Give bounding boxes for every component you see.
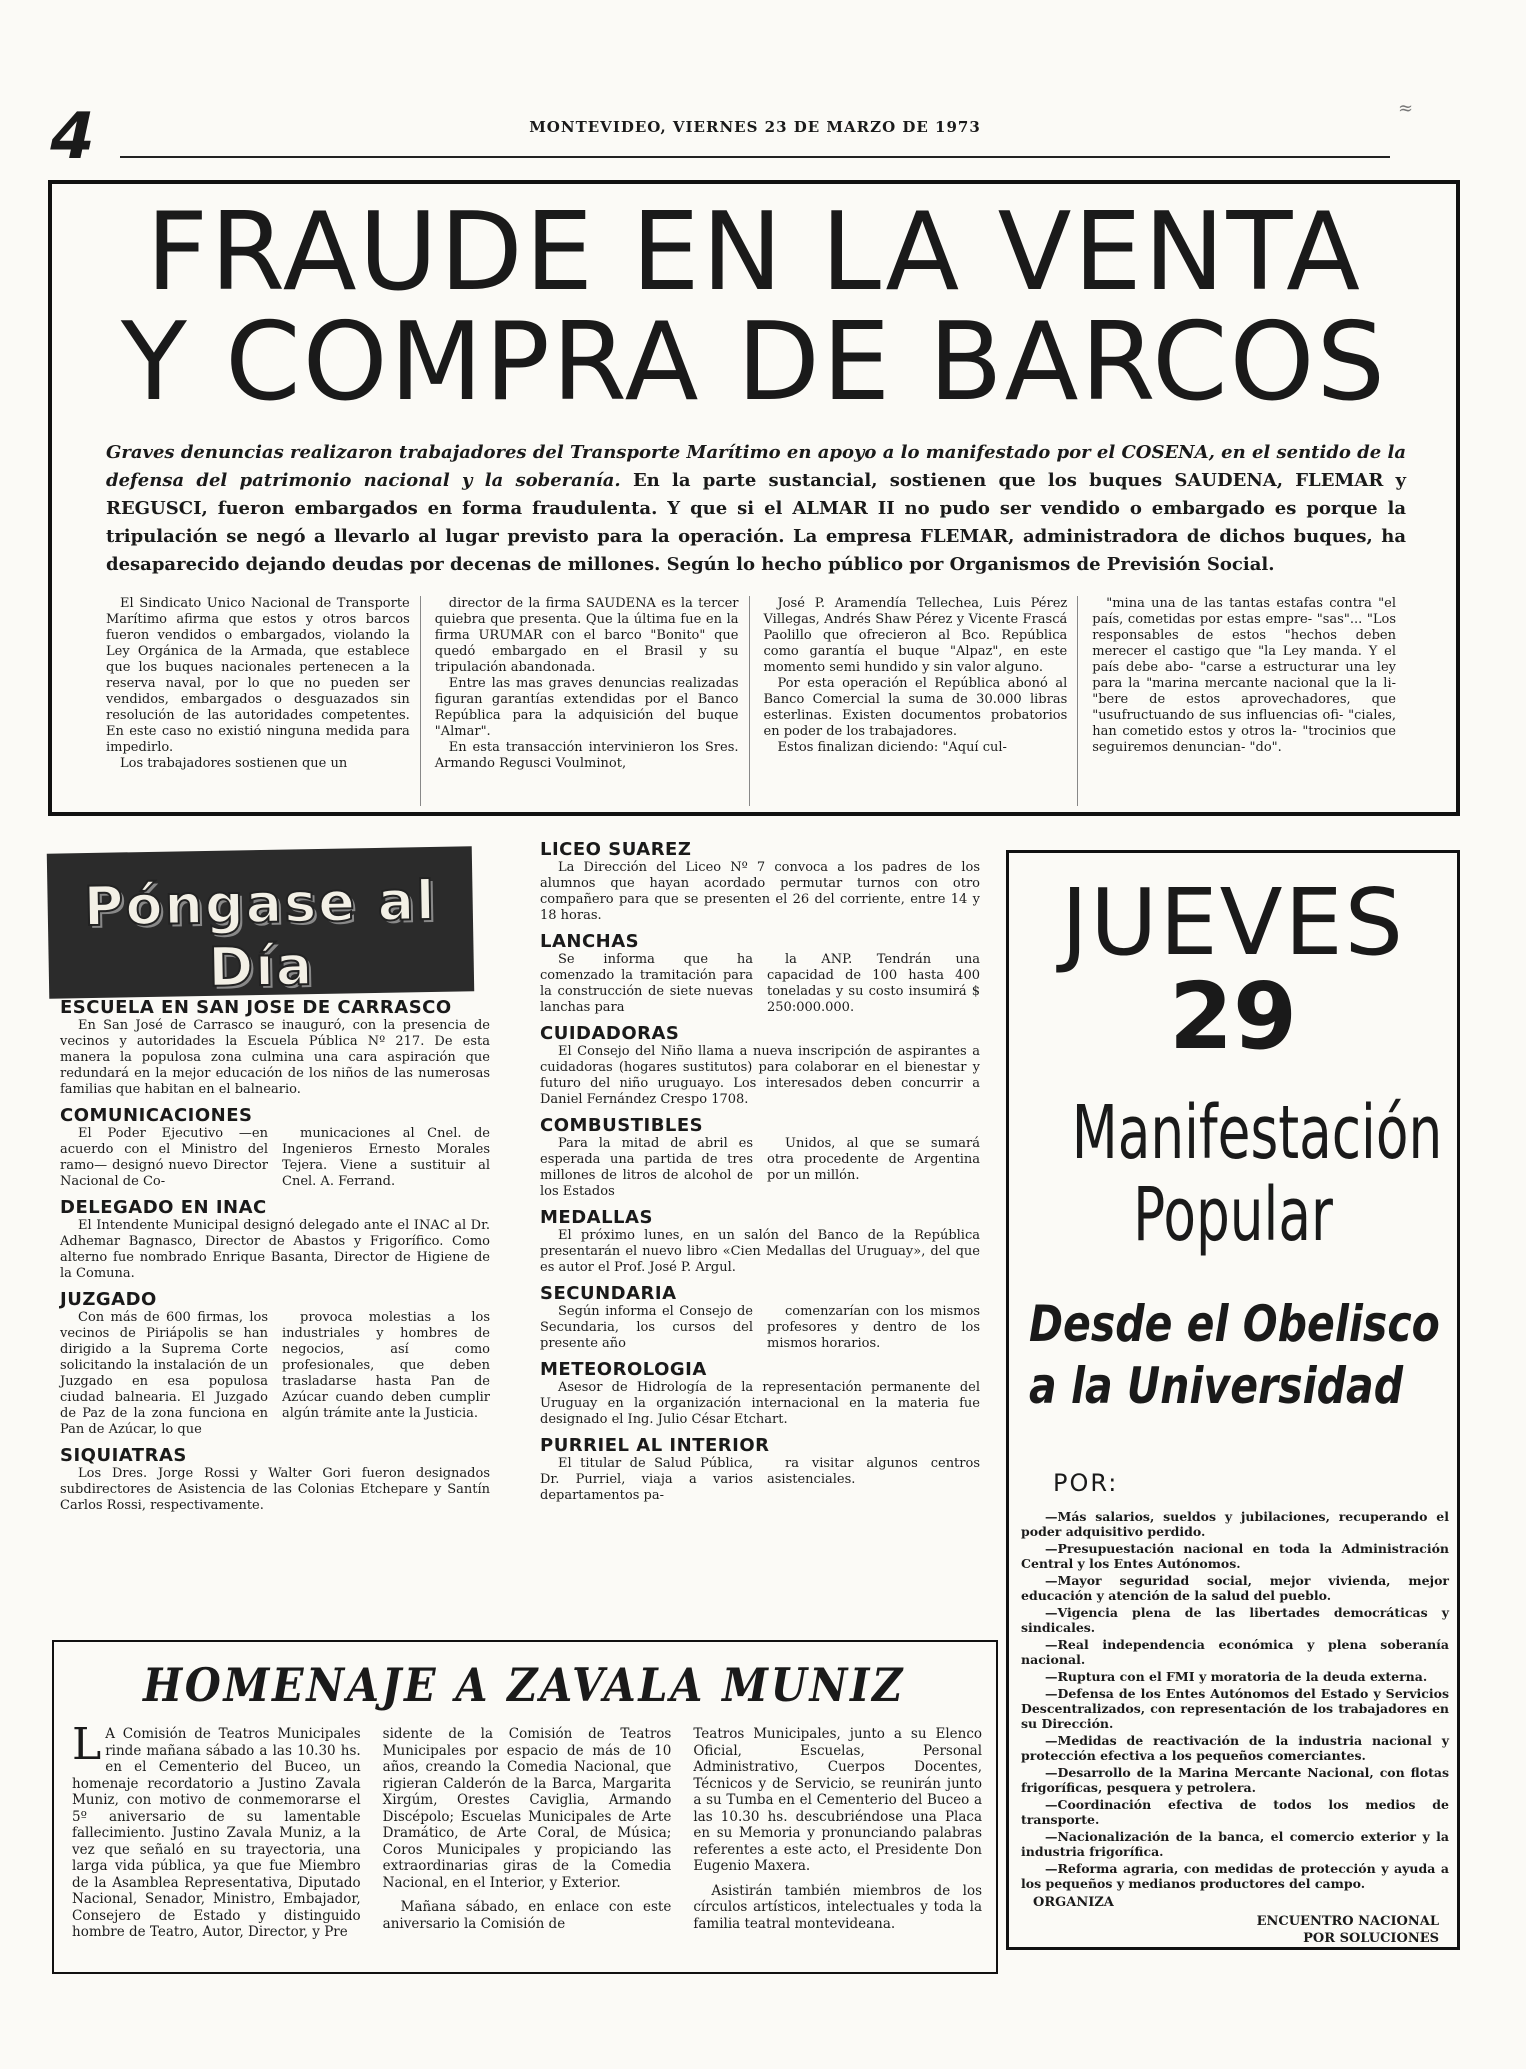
- ad-demand-item: —Desarrollo de la Marina Mercante Nacional, con flotas frigoríficas, pesquera y petrolera.: [1021, 1765, 1449, 1795]
- ad-demand-item: —Medidas de reactivación de la industria nacional y protección efectiva a los pequeños comerciantes.: [1021, 1733, 1449, 1763]
- news-title: SECUNDARIA: [540, 1283, 677, 1304]
- story-column-1: [106, 596, 421, 806]
- ad-demand-item: —Real independencia económica y plena soberanía nacional.: [1021, 1637, 1449, 1667]
- news-text: El Consejo del Niño llama a nueva inscripción de aspirantes a cuidadoras (hogares sustitutos) para colaborar en el bienestar y futuro del niño uruguayo. Los interesados deben concurrir a Daniel Fernández Crespo 1708.: [540, 1044, 980, 1107]
- homenaje-article: [52, 1640, 998, 1974]
- news-text: Según informa el Consejo de Secundaria, los cursos del presente año: [540, 1304, 753, 1351]
- news-text: El Intendente Municipal designó delegado ante el INAC al Dr. Adhemar Bagnasco, Director de Abastos y Frigorífico. Como alterno fue nombrado Enrique Basanta, Director de Higiene de la Comuna.: [60, 1218, 490, 1281]
- ad-date: 29: [1168, 963, 1298, 1070]
- news-text: El próximo lunes, en un salón del Banco de la República presentarán el nuevo libro «Cien Medallas del Uruguay», del que es autor el Prof. José P. Argul.: [540, 1228, 980, 1275]
- date-line: MONTEVIDEO, VIERNES 23 DE MARZO DE 1973: [529, 118, 981, 136]
- ad-demand-item: —Defensa de los Entes Autónomos del Estado y Servicios Descentralizados, con representación de los trabajadores en su Dirección.: [1021, 1686, 1449, 1731]
- ad-route: [1029, 1293, 1440, 1417]
- ad-route-line-2: a la Universidad: [1029, 1357, 1404, 1415]
- deck-italic: Graves denuncias realizaron trabajadores del Transporte Marítimo en apoyo a lo manifestado por el COSENA, en el sentido de la defensa del patrimonio nacional y la soberanía.: [106, 442, 1406, 491]
- homenaje-columns: [72, 1719, 983, 1949]
- ad-por-label: POR:: [1053, 1469, 1119, 1497]
- story-columns: [106, 596, 1406, 806]
- ad-title-1: Manifestación: [1071, 1090, 1443, 1176]
- ad-demand-item: —Más salarios, sueldos y jubilaciones, recuperando el poder adquisitivo perdido.: [1021, 1509, 1449, 1539]
- news-title: DELEGADO EN INAC: [60, 1197, 267, 1218]
- news-item: [540, 931, 980, 1016]
- news-title: LANCHAS: [540, 931, 640, 952]
- story-paragraph: Estos finalizan diciendo: "Aquí cul-: [777, 740, 1007, 755]
- news-text: provoca molestias a los industriales y hombres de negocios, así como profesionales, que deben trasladarse hasta Pan de Azúcar cuando deben cumplir algún trámite ante la Justicia.: [282, 1310, 490, 1421]
- page-number-mark: 4: [42, 100, 103, 174]
- headline: [52, 190, 1456, 425]
- ad-route-line-1: Desde el Obelisco: [1029, 1295, 1440, 1353]
- news-title: CUIDADORAS: [540, 1023, 680, 1044]
- story-column-2: [435, 596, 750, 806]
- news-item: [540, 1283, 980, 1352]
- news-title: COMUNICACIONES: [60, 1105, 253, 1126]
- news-item: [540, 1359, 980, 1428]
- homenaje-paragraph: sidente de la Comisión de Teatros Municipales por espacio de más de 10 años, creando la Comedia Nacional, que rigieran Calderón de la Barca, Margarita Xirgúm, Orestes Caviglia, Armando Discépolo; Escuelas Municipales de Arte Dramático, de Arte Coral, de Música; Coros Municipales y propiciando las extraordinarias giras de la Comedia Nacional, en el Interior, y Exterior.: [382, 1726, 672, 1891]
- homenaje-paragraph: Asistirán también miembros de los círculos artísticos, intelectuales y toda la familia teatral montevideana.: [693, 1882, 983, 1932]
- news-title: MEDALLAS: [540, 1207, 653, 1228]
- story-paragraph: José P. Aramendía Tellechea, Luis Pérez Villegas, Andrés Shaw Pérez y Vicente Frascá Paolillo que ofrecieron al Bco. República como garantía el buque "Alpaz", en este momento semi hundido y sin valor alguno.: [763, 596, 1068, 675]
- news-item: [60, 997, 490, 1098]
- ad-demands-list: [1021, 1509, 1449, 1893]
- news-text: El titular de Salud Pública, Dr. Purriel, viaja a varios departamentos pa-: [540, 1456, 753, 1503]
- news-item: [540, 1207, 980, 1276]
- news-text: El Poder Ejecutivo —en acuerdo con el Ministro del ramo— designó nuevo Director Nacional de Co-: [60, 1126, 268, 1189]
- news-title: LICEO SUAREZ: [540, 839, 692, 860]
- homenaje-paragraph: [72, 1719, 361, 1941]
- section-banner-title: Póngase al Día: [83, 868, 438, 999]
- news-text: Asesor de Hidrología de la representación permanente del Uruguay en la organización internacional en la materia fue designado el Ing. Julio César Etchart.: [540, 1380, 980, 1427]
- news-item: [540, 1023, 980, 1108]
- ad-organiza-label: ORGANIZA: [1033, 1895, 1114, 1910]
- story-paragraph: Por esta operación el República abonó al Banco Comercial la suma de 30.000 libras esterlinas. Existen documentos probatorios en poder de los trabajadores.: [763, 676, 1068, 739]
- news-text: Los Dres. Jorge Rossi y Walter Gori fueron designados subdirectores de Asistencia de las Colonias Etchepare y Santín Carlos Rossi, respectivamente.: [60, 1466, 490, 1513]
- homenaje-paragraph: Teatros Municipales, junto a su Elenco Oficial, Escuelas, Personal Administrativo, Cuerpos Docentes, Técnicos y de Servicio, se reunirán junto a su Tumba en el Cementerio del Buceo a las 10.30 hs. descubriéndose una Placa en su Memoria y pronunciando palabras referentes a este acto, el Presidente Don Eugenio Maxera.: [693, 1726, 983, 1874]
- homenaje-column-3: [693, 1726, 982, 1949]
- main-story: [48, 180, 1460, 816]
- news-text: Para la mitad de abril es esperada una partida de tres millones de litros de alcohol de los Estados: [540, 1136, 753, 1199]
- news-column-middle: [540, 839, 980, 1514]
- news-text: ra visitar algunos centros asistenciales.: [767, 1456, 980, 1487]
- ad-signature: [1139, 1913, 1439, 1947]
- story-paragraph: Entre las mas graves denuncias realizadas figuran garantías extendidas por el Banco República para la adquisición del buque "Almar".: [434, 676, 739, 739]
- homenaje-column-1: [72, 1719, 361, 1949]
- news-item: [540, 839, 980, 924]
- news-item: [540, 1115, 980, 1200]
- header-rule: [120, 156, 1390, 158]
- news-item: [60, 1197, 490, 1282]
- news-item: [60, 1289, 490, 1438]
- news-item: [60, 1445, 490, 1514]
- ad-demand-item: —Reforma agraria, con medidas de protección y ayuda a los pequeños y medianos productores del campo.: [1021, 1861, 1449, 1891]
- news-item: [60, 1105, 490, 1190]
- ad-demand-item: —Nacionalización de la banca, el comercio exterior y la industria frigorífica.: [1021, 1829, 1449, 1859]
- news-text: Con más de 600 firmas, los vecinos de Piriápolis se han dirigido a la Suprema Corte solicitando la instalación de un Juzgado en esa populosa ciudad balnearia. El Juzgado de Paz de la zona funciona en Pan de Azúcar, lo que: [60, 1310, 268, 1437]
- deck-body: En la parte sustancial, sostienen que los buques SAUDENA, FLEMAR y REGUSCI, fueron embargados en forma fraudulenta. Y que si el ALMAR II no pudo ser vendido o embargado es porque la tripulación se negó a llevarlo al lugar previsto para la operación. La empresa FLEMAR, administradora de dichos buques, ha desaparecido dejando deudas por decenas de millones. Según lo hecho público por Organismos de Previsión Social.: [106, 470, 1406, 575]
- ad-day: JUEVES: [1060, 869, 1406, 976]
- news-column-left: [60, 997, 490, 1524]
- drop-cap: L: [72, 1719, 102, 1770]
- ad-demand-item: —Coordinación efectiva de todos los medios de transporte.: [1021, 1797, 1449, 1827]
- news-title: COMBUSTIBLES: [540, 1115, 704, 1136]
- story-paragraph: Los trabajadores sostienen que un: [120, 756, 348, 771]
- story-paragraph: director de la firma SAUDENA es la tercer quiebra que presenta. Que la última fue en la firma URUMAR con el barco "Bonito" que quedó embargado en el Brasil y su tripulación abandonada.: [434, 596, 739, 675]
- homenaje-column-2: [383, 1726, 672, 1949]
- ad-demand-item: —Vigencia plena de las libertades democráticas y sindicales.: [1021, 1605, 1449, 1635]
- ad-title-2: Popular: [1133, 1172, 1333, 1258]
- ad-demand-item: —Mayor seguridad social, mejor vivienda, mejor educación y atención de la salud del pueblo.: [1021, 1573, 1449, 1603]
- news-text: En San José de Carrasco se inauguró, con la presencia de vecinos y autoridades la Escuela Pública Nº 217. De esta manera la populosa zona culmina una cara aspiración que redundará en la mejor educación de los niños de las numerosas familias que habitan en el balneario.: [60, 1018, 490, 1097]
- homenaje-paragraph: Mañana sábado, en enlace con este aniversario la Comisión de: [382, 1899, 672, 1932]
- homenaje-text: A Comisión de Teatros Municipales rinde mañana sábado a las 10.30 hs. en el Cementerio del Buceo, un homenaje recordatorio a Justino Zavala Muniz, con motivo de conmemorarse el 5º aniversario de su lamentable fallecimiento. Justino Zavala Muniz, a la vez que señaló en su trayectoria, una larga vida pública, ya que fue Miembro de la Asamblea Representativa, Diputado Nacional, Senador, Ministro, Embajador, Consejero de Estado y distinguido hombre de Teatro, Autor, Director, y Pre: [72, 1726, 361, 1940]
- news-text: Unidos, al que se sumará otra procedente de Argentina por un millón.: [767, 1136, 980, 1183]
- rally-advertisement: [1006, 850, 1460, 1950]
- story-column-4: [1092, 596, 1406, 806]
- news-text: La Dirección del Liceo Nº 7 convoca a los padres de los alumnos que hayan acordado permutar turnos con otro compañero para que se presenten el 26 del corriente, entre 14 y 18 horas.: [540, 860, 980, 923]
- news-text: la ANP. Tendrán una capacidad de 100 hasta 400 toneladas y su costo insumirá $ 250:000.000.: [767, 952, 980, 1015]
- section-banner: [47, 846, 474, 998]
- headline-line-1: FRAUDE EN LA VENTA: [145, 190, 1363, 315]
- ad-signature-line-2: POR SOLUCIONES: [1303, 1931, 1439, 1946]
- homenaje-title: HOMENAJE A ZAVALA MUNIZ: [142, 1658, 906, 1712]
- story-paragraph: El Sindicato Unico Nacional de Transporte Marítimo afirma que estos y otros barcos fueron vendidos o embargados, violando la Ley Orgánica de la Armada, que establece que los buques nacionales pertenecen a la reserva naval, por lo que no pueden ser vendidos, embargados o desguazados sin resolución de las autoridades competentes. En este caso no existió ninguna medida para impedirlo.: [106, 596, 410, 755]
- ad-demand-item: —Presupuestación nacional en toda la Administración Central y los Entes Autónomos.: [1021, 1541, 1449, 1571]
- ad-demand-item: —Ruptura con el FMI y moratoria de la deuda externa.: [1045, 1669, 1428, 1684]
- news-text: comenzarían con los mismos profesores y dentro de los mismos horarios.: [767, 1304, 980, 1351]
- story-paragraph: "mina una de las tantas estafas contra "el país, cometidas por estas empre- "sas"... "Los responsables de estos "hechos deben merecer el castigo que "la Ley manda. Y el país debe abo- "carse a estructurar una ley para la "marina mercante nacional que la li- "bere de estos aprovechadores, que "usufructuando de sus influencias ofi- "ciales, han cometido estos y otros la- "trocinios que seguiremos denuncian- "do".: [1092, 596, 1396, 755]
- news-title: ESCUELA EN SAN JOSE DE CARRASCO: [60, 997, 452, 1018]
- news-text: Se informa que ha comenzado la tramitación para la construcción de siete nuevas lanchas para: [540, 952, 753, 1015]
- ad-signature-line-1: ENCUENTRO NACIONAL: [1256, 1914, 1439, 1929]
- corner-ornament-icon: ≈: [1398, 98, 1414, 119]
- news-title: JUZGADO: [60, 1289, 157, 1310]
- news-title: SIQUIATRAS: [60, 1445, 187, 1466]
- story-paragraph: En esta transacción intervinieron los Sres. Armando Regusci Voulminot,: [434, 740, 739, 771]
- story-column-3: [764, 596, 1079, 806]
- news-text: municaciones al Cnel. de Ingenieros Ernesto Morales Tejera. Viene a sustituir al Cnel. A. Ferrand.: [282, 1126, 490, 1189]
- news-item: [540, 1435, 980, 1504]
- headline-line-2: Y COMPRA DE BARCOS: [120, 300, 1388, 425]
- news-title: METEOROLOGIA: [540, 1359, 707, 1380]
- news-title: PURRIEL AL INTERIOR: [540, 1435, 770, 1456]
- story-deck: [106, 439, 1406, 579]
